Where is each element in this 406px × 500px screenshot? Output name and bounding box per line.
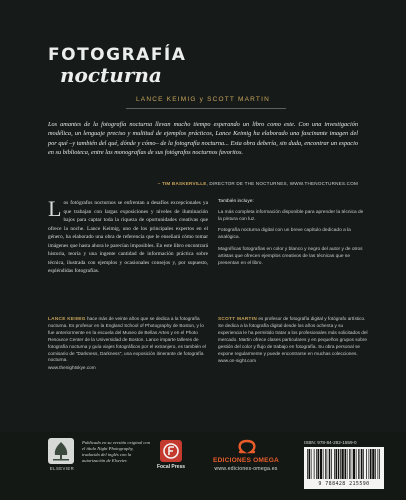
title-line-1: FOTOGRAFÍA bbox=[48, 45, 187, 65]
barcode-icon bbox=[305, 449, 383, 479]
also-includes-column bbox=[218, 199, 368, 272]
author-bio-lance bbox=[48, 316, 208, 372]
also-includes-item: Fotografía nocturna digital con un breve capítulo dedicado a la analógica. bbox=[218, 228, 351, 241]
author-bio-text: es profesor de fotografía digital y fotógrafo artístico. Se dedica a la fotografía digital desde los años ochenta y su experiencia le ha permitido tratar a los profesionales más solicitados del mercado. Martin ofrece clases particulares y en pequeños grupos sobre gestión del color y flujo de trabajo en fotografía. Su obra personal se expone regularmente y puede encontrarse en muchas colecciones. bbox=[218, 316, 368, 356]
quote-author: – TIM BASKERVILLE bbox=[157, 181, 207, 186]
focal-press-logo-icon bbox=[160, 440, 182, 462]
authors-line: LANCE KEIMIG y SCOTT MARTIN bbox=[135, 96, 270, 103]
quote-attribution bbox=[48, 181, 358, 186]
omega-logo-icon bbox=[232, 438, 262, 454]
author-website: www.thenightskye.com bbox=[48, 365, 96, 371]
review-quote: Los amantes de la fotografía nocturna llevan mucho tiempo esperando un libro como este. Con una investigación modélica, un lenguaje preciso y multitud de ejemplos prácticos, Lance Keimig ha elaborado una fascinante imagen del por qué –y también del qué, dónde y cómo– de la fotografía nocturna... Esta obra debería, sin duda, encontrar un espacio en su biblioteca, entre las monografías de sus fotógrafos nocturnos favoritos. bbox=[48, 121, 358, 157]
isbn-label: ISBN: 978-84-282-1559-0 bbox=[304, 440, 357, 445]
divider-rule bbox=[126, 108, 286, 109]
omega-name: EDICIONES OMEGA bbox=[212, 457, 279, 464]
also-includes-item: La más completa información disponible para aprender la técnica de la pintura con luz. bbox=[218, 209, 364, 222]
book-description bbox=[48, 196, 208, 276]
elsevier-logo-icon bbox=[48, 438, 74, 464]
barcode-digits: 9 788428 215590 bbox=[318, 481, 370, 487]
elsevier-label: ELSEVIER bbox=[49, 466, 75, 471]
author-name: SCOTT MARTIN bbox=[218, 316, 258, 321]
also-includes-heading: También incluye: bbox=[218, 199, 254, 204]
focal-press-label: Focal Press bbox=[156, 464, 186, 470]
author-name: LANCE KEIMIG bbox=[48, 316, 86, 321]
publication-note: Publicado en su versión original con el título Night Photography, traducido del inglés con la autorización de Elsevier. bbox=[82, 440, 151, 463]
description-text: os fotógrafos nocturnos se enfrentan a desafíos excepcionales ya que trabajan con largas exposiciones y niveles de iluminación bajos para captar toda la riqueza de oportunidades creativas que ofrece la noche. Lance Keimig, uno de los principales expertos en el género, ha elaborado una obra de referencia que le enseñará cómo tomar imágenes que hasta ahora le parecían imposibles. En este libro encontrará historia, teoría y una ingente cantidad de información práctica sobre técnica, ilustrada con ejemplos y ocasionales consejos y, por supuesto, espléndidas fotografías. bbox=[48, 200, 208, 274]
book-title bbox=[48, 46, 348, 86]
omega-url: www.ediciones-omega.es bbox=[214, 466, 278, 472]
quote-author-title: , DIRECTOR DE THE NOCTURNES, WWW.THENOCTURNES.COM bbox=[206, 181, 358, 186]
author-bio-scott bbox=[218, 316, 368, 365]
title-line-2: nocturna bbox=[60, 63, 162, 87]
also-includes-item: Magníficas fotografías en color y blanco y negro del autor y de otros artistas que ofrecen ejemplos creativos de las técnicas que se presentan en el libro. bbox=[218, 246, 363, 266]
author-website: www.on-sight.com bbox=[218, 358, 257, 364]
author-bio-text: hace más de veinte años que se dedica a la fotografía nocturna. Es profesor en la England School of Photography de Boston, y lo fue anteriormente en la escuela del Museo de Bellas Artes y en el Photo Resource Center de la Universidad de Boston. Lance imparte talleres de fotografía nocturna y guía viajes fotográficos por el extranjero, es también el comisario de "Darkness, Darkness", una exposición itinerante de fotografía nocturna. bbox=[48, 316, 206, 363]
drop-cap: L bbox=[48, 196, 62, 221]
